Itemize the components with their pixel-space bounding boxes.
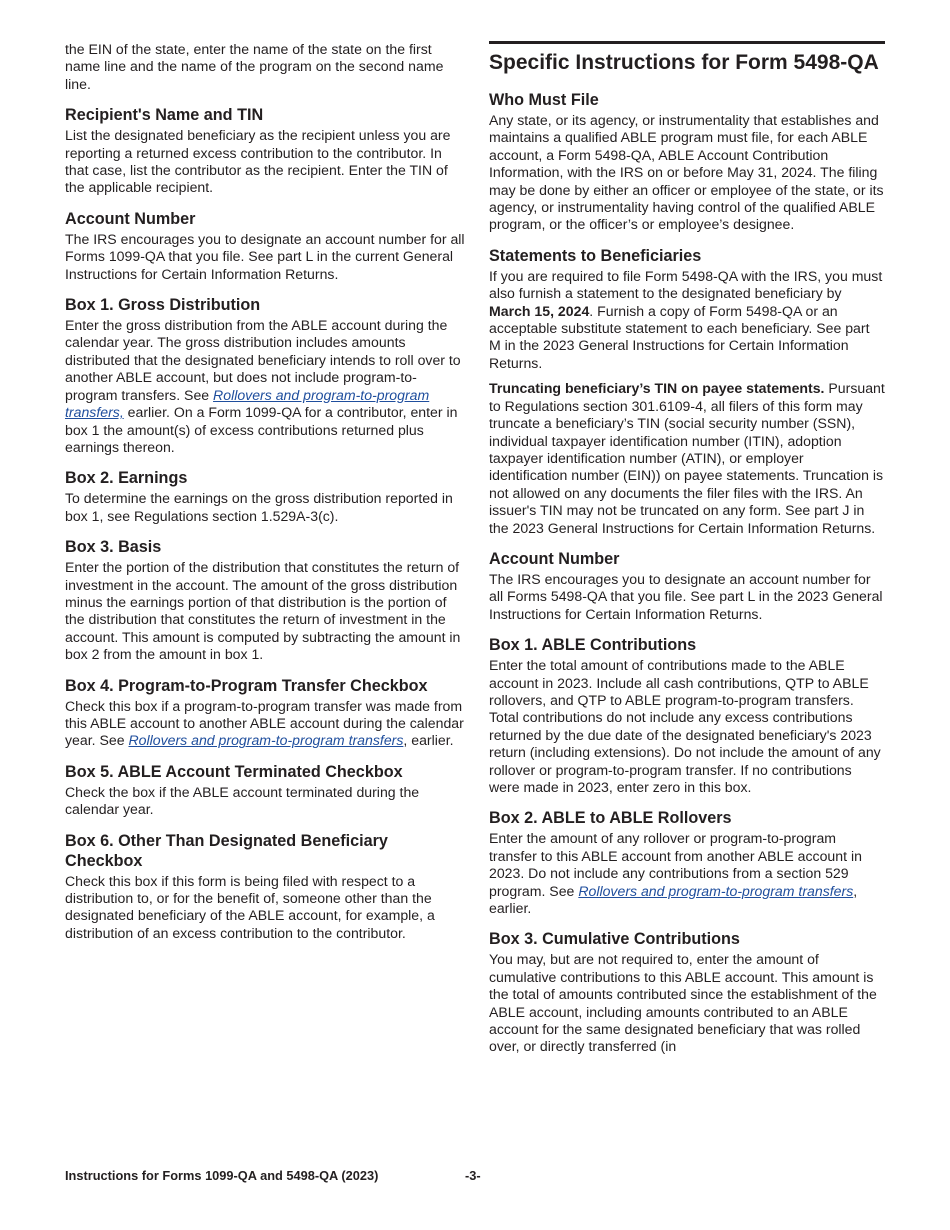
right-column — [489, 41, 885, 1056]
rollovers-link[interactable]: Rollovers and program-to-program transfers — [578, 882, 854, 899]
left-column — [65, 41, 465, 942]
account-number-paragraph: The IRS encourages you to designate an account number for all Forms 1099-QA that you file. See part L in the current General Instructions for Certain Information Returns. — [65, 230, 465, 282]
box4-text-b: , earlier. — [403, 732, 454, 749]
box3-cumulative-heading: Box 3. Cumulative Contributions — [489, 930, 740, 949]
who-must-file-paragraph: Any state, or its agency, or instrumentality that establishes and maintains a qualified ABLE program must file, for each ABLE account, a Form 5498-QA, ABLE Account Contribution Information, with the IRS on or before May 31, 2024. The filing may be done by either an officer or employee of the state, or its agency, or instrumentality having control of the qualified ABLE program, or the officer’s or employee’s designee. — [489, 112, 884, 233]
box1-gross-distribution-paragraph — [65, 317, 465, 456]
rollovers-link[interactable]: Rollovers and program-to-program transfers — [128, 732, 404, 749]
section-title: Specific Instructions for Form 5498-QA — [489, 51, 879, 74]
box2-rollovers-paragraph — [489, 830, 885, 917]
box6-other-beneficiary-heading: Box 6. Other Than Designated Beneficiary Checkbox — [65, 831, 388, 870]
statements-deadline: March 15, 2024 — [489, 302, 590, 319]
box3-basis-heading: Box 3. Basis — [65, 538, 162, 557]
recipient-paragraph: List the designated beneficiary as the recipient unless you are reporting a returned excess contribution to the contributor. In that case, list the contributor as the recipient. Enter the TIN of the applicable recipient. — [65, 127, 451, 196]
page-number: -3- — [465, 1168, 481, 1183]
statements-text-a: If you are required to file Form 5498-QA with the IRS, you must also furnish a statement to the designated beneficiary by — [489, 267, 883, 302]
statements-paragraph — [489, 268, 885, 372]
box2-rollovers-heading: Box 2. ABLE to ABLE Rollovers — [489, 809, 732, 828]
box2-earnings-heading: Box 2. Earnings — [65, 469, 188, 488]
box1-gross-distribution-heading: Box 1. Gross Distribution — [65, 296, 261, 315]
statements-heading: Statements to Beneficiaries — [489, 246, 702, 265]
footer-title: Instructions for Forms 1099-QA and 5498-QA (2023) — [65, 1168, 379, 1183]
recipient-heading: Recipient's Name and TIN — [65, 106, 264, 125]
who-must-file-heading: Who Must File — [489, 91, 599, 109]
rollovers-link[interactable]: Rollovers and program-to-program transfers, — [65, 386, 430, 421]
box5-terminated-paragraph: Check the box if the ABLE account terminated during the calendar year. — [65, 783, 420, 818]
box1-able-contributions-paragraph: Enter the total amount of contributions made to the ABLE account in 2023. Include all cash contributions, QTP to ABLE rollovers, and QTP to ABLE program-to-program transfers. Total contributions do not include any excess contributions returned by the due date of the designated beneficiary's 2023 return (including extensions). Do not include the amount of any rollover or program-to-program transfer. If no contributions were made in 2023, enter zero in this box. — [489, 657, 881, 795]
box4-transfer-paragraph — [65, 698, 465, 750]
box4-transfer-heading: Box 4. Program-to-Program Transfer Checkbox — [65, 676, 428, 695]
box1-text-a: Enter the gross distribution from the ABLE account during the calendar year. The gross distribution includes amounts distributed that the designated beneficiary intends to roll over to another ABLE account, but does not include program-to-program transfers. See — [65, 317, 461, 403]
box1-able-contributions-heading: Box 1. ABLE Contributions — [489, 636, 697, 655]
box2-text-a: Enter the amount of any rollover or program-to-program transfer to this ABLE account from another ABLE account in 2023. Do not include any contributions from a section 529 program. See — [489, 830, 862, 899]
box5-terminated-heading: Box 5. ABLE Account Terminated Checkbox — [65, 762, 403, 781]
section-rule — [489, 41, 885, 44]
box2-earnings-paragraph: To determine the earnings on the gross distribution reported in box 1, see Regulations section 1.529A-3(c). — [65, 490, 453, 524]
statements-text-b: . Furnish a copy of Form 5498-QA or an acceptable substitute statement to each beneficiary. See part M in the 2023 General Instructions for Certain Information Returns. — [489, 302, 870, 371]
truncating-paragraph — [489, 380, 885, 537]
box3-basis-paragraph: Enter the portion of the distribution that constitutes the return of investment in the account. The amount of the gross distribution minus the earnings portion of that distribution is the portion of the distribution that constitutes the return of investment in the account. This amount is computed by subtracting the amount in box 2 from the amount in box 1. — [65, 559, 461, 663]
account-number-5498-heading: Account Number — [489, 549, 620, 568]
box3-cumulative-paragraph: You may, but are not required to, enter the amount of cumulative contributions to this ABLE account. This amount is the total of amounts contributed since the establishment of the ABLE account, including amounts contributed to an ABLE account for the same designated beneficiary that was rolled over, or directly transferred (in — [489, 951, 877, 1055]
account-number-5498-paragraph: The IRS encourages you to designate an account number for all Forms 5498-QA that you file. See part L in the 2023 General Instructions for Certain Information Returns. — [489, 570, 883, 622]
box1-text-b: earlier. On a Form 1099-QA for a contributor, enter in box 1 the amount(s) of excess contributions returned plus earnings thereon. — [65, 404, 458, 455]
truncating-lead: Truncating beneficiary’s TIN on payee statements. — [489, 380, 825, 397]
box4-text-a: Check this box if a program-to-program transfer was made from this ABLE account to another ABLE account during the calendar year. See — [65, 697, 464, 749]
intro-paragraph: the EIN of the state, enter the name of the state on the first name line and the name of the program on the second name line. — [65, 41, 444, 92]
box2-text-b: , earlier. — [489, 882, 858, 917]
account-number-heading: Account Number — [65, 209, 196, 228]
box6-other-beneficiary-paragraph: Check this box if this form is being filed with respect to a distribution to, or for the benefit of, someone other than the designated beneficiary of the ABLE account, for example, a distribution of an excess contribution to the contributor. — [65, 872, 435, 941]
truncating-text: Pursuant to Regulations section 301.6109-4, all filers of this form may truncate a beneficiary’s TIN (social security number (SSN), individual taxpayer identification number (ITIN), adoption taxpayer identification number (ATIN), or employer identification number (EIN)) on payee statements. Truncation is not allowed on any documents the filer files with the IRS. An issuer's TIN may not be truncated on any form. See part J in the 2023 General Instructions for Certain Information Returns. — [489, 380, 885, 536]
